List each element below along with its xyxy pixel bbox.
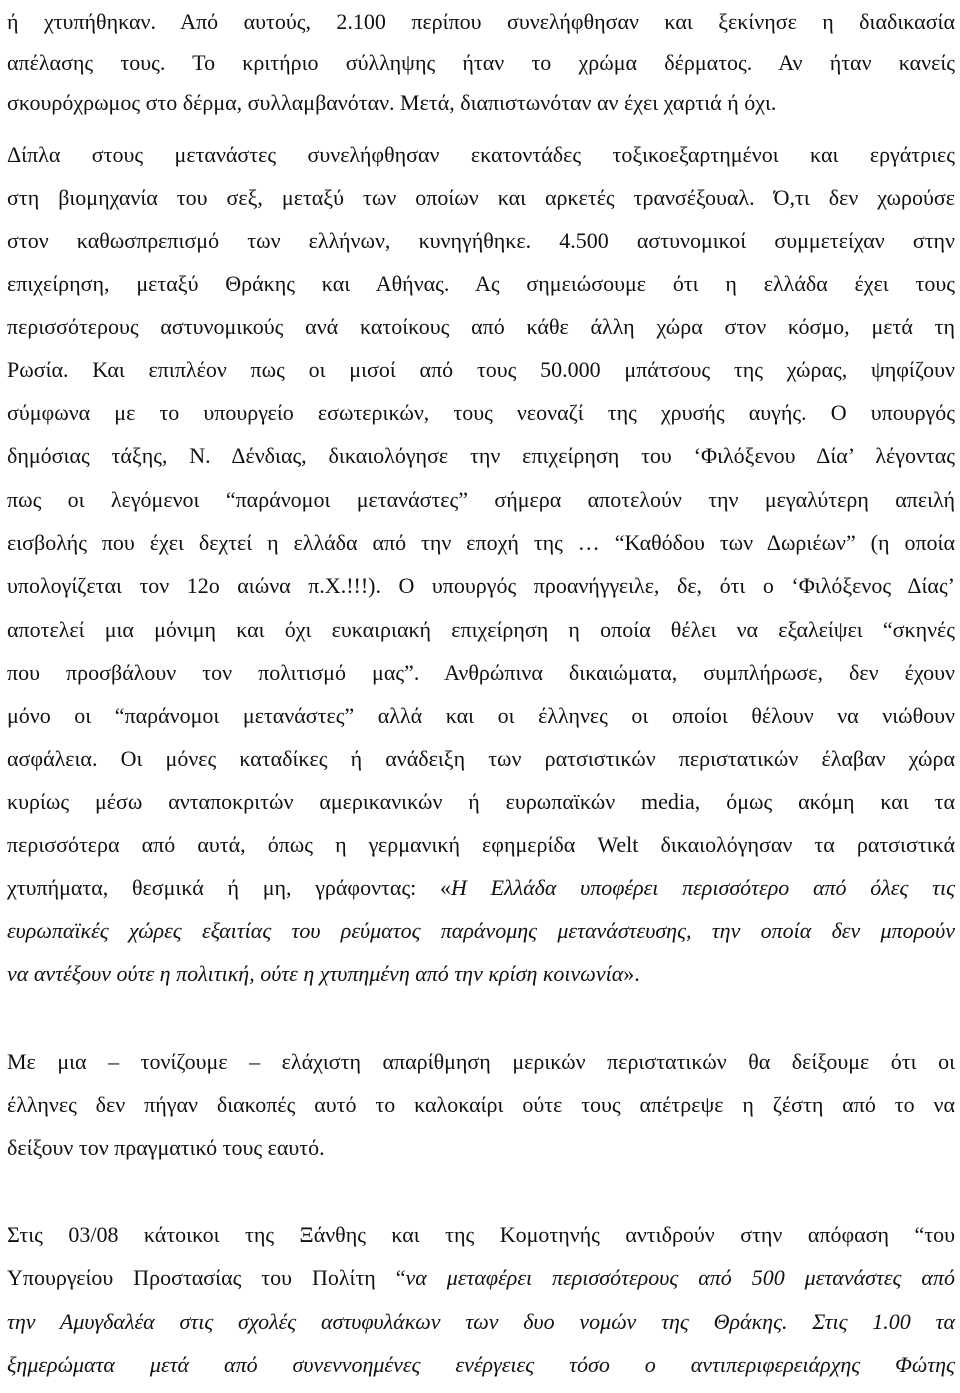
text-line: μόνο οι “παράνομοι μετανάστες” αλλά και οι έλληνες οι οποίοι θέλουν να νιώθουν bbox=[7, 703, 955, 728]
italic-quote: να μεταφέρει περισσότερους από 500 μετανάστες από bbox=[405, 1265, 955, 1290]
text-line: ή χτυπήθηκαν. Από αυτούς, 2.100 περίπου συνελήφθησαν και ξεκίνησε η διαδικασία bbox=[7, 9, 955, 34]
text-line: ασφάλεια. Οι μόνες καταδίκες ή ανάδειξη των ρατσιστικών περιστατικών έλαβαν χώρα bbox=[7, 746, 955, 771]
text-line: στον καθωσπρεπισμό των ελλήνων, κυνηγήθηκε. 4.500 αστυνομικοί συμμετείχαν στην bbox=[7, 228, 955, 253]
text-line: δημόσιας τάξης, Ν. Δένδιας, δικαιολόγησε την επιχείρηση του ‘Φιλόξενου Δία’ λέγοντας bbox=[7, 443, 955, 468]
text-line bbox=[7, 952, 955, 996]
text-span: Υπουργείου Προστασίας του Πολίτη “ bbox=[7, 1265, 406, 1290]
text-line: στη βιομηχανία του σεξ, μεταξύ των οποίων και αρκετές τρανσέξουαλ. Ό,τι δεν χωρούσε bbox=[7, 185, 955, 210]
text-line bbox=[7, 866, 955, 910]
italic-quote: ξημερώματα μετά από συνεννοημένες ενέργειες τόσο ο αντιπεριφερειάρχης Φώτης bbox=[7, 1352, 955, 1377]
text-line: δείξουν τον πραγματικό τους εαυτό. bbox=[7, 1135, 325, 1160]
text-line: Στις 03/08 κάτοικοι της Ξάνθης και της Κομοτηνής αντιδρούν στην απόφαση “του bbox=[7, 1222, 955, 1247]
text-span: χτυπήματα, θεσμικά ή μη, γράφοντας: « bbox=[7, 875, 451, 900]
text-line: έλληνες δεν πήγαν διακοπές αυτό το καλοκαίρι ούτε τους απέτρεψε η ζέστη από το να bbox=[7, 1092, 955, 1117]
text-line: περισσότερους αστυνομικούς ανά κατοίκους από κάθε άλλη χώρα στον κόσμο, μετά τη bbox=[7, 314, 955, 339]
text-line: Με μια – τονίζουμε – ελάχιστη απαρίθμηση μερικών περιστατικών θα δείξουμε ότι οι bbox=[7, 1049, 955, 1074]
text-line: πως οι λεγόμενοι “παράνομοι μετανάστες” σήμερα αποτελούν την μεγαλύτερη απειλή bbox=[7, 487, 955, 512]
italic-quote: την Αμυγδαλέα στις σχολές αστυφυλάκων των δυο νομών της Θράκης. Στις 1.00 τα bbox=[7, 1309, 955, 1334]
text-line: περισσότερα από αυτά, όπως η γερμανική εφημερίδα Welt δικαιολόγησαν τα ρατσιστικά bbox=[7, 832, 955, 857]
text-line: Δίπλα στους μετανάστες συνελήφθησαν εκατοντάδες τοξικοεξαρτημένοι και εργάτριες bbox=[7, 142, 955, 167]
text-line: σύμφωνα με το υπουργείο εσωτερικών, τους νεοναζί της χρυσής αυγής. Ο υπουργός bbox=[7, 400, 955, 425]
text-span: ». bbox=[623, 961, 640, 986]
text-line bbox=[7, 909, 955, 953]
text-line: επιχείρηση, μεταξύ Θράκης και Αθήνας. Ας σημειώσουμε ότι η ελλάδα έχει τους bbox=[7, 271, 955, 296]
text-line bbox=[7, 1343, 955, 1387]
italic-quote: να αντέξουν ούτε η πολιτική, ούτε η χτυπημένη από την κρίση κοινωνία bbox=[7, 961, 624, 986]
text-line: Ρωσία. Και επιπλέον πως οι μισοί από τους 50.000 μπάτσους της χώρας, ψηφίζουν bbox=[7, 357, 955, 382]
italic-quote: ευρωπαϊκές χώρες εξαιτίας του ρεύματος παράνομης μετανάστευσης, την οποία δεν μπορούν bbox=[7, 918, 955, 943]
text-line bbox=[7, 1300, 955, 1344]
text-line: εισβολής που έχει δεχτεί η ελλάδα από την εποχή της … “Καθόδου των Δωριέων” (η οποία bbox=[7, 530, 955, 555]
text-line: που προσβάλουν τον πολιτισμό μας”. Ανθρώπινα δικαιώματα, συμπλήρωσε, δεν έχουν bbox=[7, 660, 955, 685]
text-line: αποτελεί μια μόνιμη και όχι ευκαιριακή επιχείρηση η οποία θέλει να εξαλείψει “σκηνές bbox=[7, 617, 955, 642]
text-line: κυρίως μέσω ανταποκριτών αμερικανικών ή ευρωπαϊκών media, όμως ακόμη και τα bbox=[7, 789, 955, 814]
text-line: απέλασης τους. Το κριτήριο σύλληψης ήταν το χρώμα δέρματος. Αν ήταν κανείς bbox=[7, 50, 955, 75]
text-line: σκουρόχρωμος στο δέρμα, συλλαμβανόταν. Μετά, διαπιστωνόταν αν έχει χαρτιά ή όχι. bbox=[7, 90, 777, 115]
text-line: υπολογίζεται τον 12ο αιώνα π.Χ.!!!). Ο υπουργός προανήγγειλε, δε, ότι ο ‘Φιλόξενος Δίας’ bbox=[7, 573, 955, 598]
text-line bbox=[7, 1256, 955, 1300]
italic-quote: Η Ελλάδα υποφέρει περισσότερο από όλες τις bbox=[450, 875, 956, 900]
